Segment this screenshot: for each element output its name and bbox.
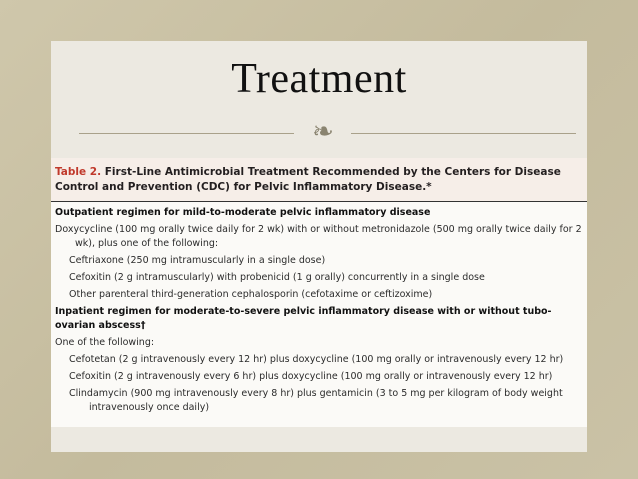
table-row: Other parenteral third-generation cephalosporin (cefotaxime or ceftizoxime)	[69, 289, 433, 300]
table-row: Cefoxitin (2 g intramuscularly) with probenicid (1 g orally) concurrently in a single dose	[69, 272, 485, 283]
table-row: Cefoxitin (2 g intravenously every 6 hr) plus doxycycline (100 mg orally or intravenously every 12 hr)	[69, 371, 553, 382]
table-caption-label: Table 2.	[55, 166, 102, 178]
table-section-heading: Outpatient regimen for mild-to-moderate pelvic inflammatory disease	[55, 207, 431, 218]
table-row: Clindamycin (900 mg intravenously every 8 hr) plus gentamicin (3 to 5 mg per kilogram of body weight intravenously once daily)	[69, 388, 563, 413]
slide-panel	[51, 41, 587, 452]
table-section-heading: Inpatient regimen for moderate-to-severe pelvic inflammatory disease with or without tubo-ovarian abscess†	[55, 306, 552, 331]
table-row: Ceftriaxone (250 mg intramuscularly in a single dose)	[69, 255, 326, 266]
slide-footer-band	[51, 427, 587, 452]
table-row: One of the following:	[55, 337, 155, 348]
table-row: Cefotetan (2 g intravenously every 12 hr) plus doxycycline (100 mg orally or intravenously every 12 hr)	[69, 354, 564, 365]
table-caption	[51, 158, 587, 202]
slide-title: Treatment	[231, 56, 407, 102]
table-body	[51, 202, 587, 431]
divider-left	[79, 133, 294, 134]
table-row: Doxycycline (100 mg orally twice daily for 2 wk) with or without metronidazole (500 mg orally twice daily for 2 wk), plus one of the following:	[55, 224, 582, 249]
table-caption-text: First-Line Antimicrobial Treatment Recommended by the Centers for Disease Control and Prevention (CDC) for Pelvic Inflammatory Disease.*	[55, 166, 561, 193]
divider-right	[351, 133, 576, 134]
fleuron-icon: ❧	[312, 117, 334, 147]
treatment-table	[51, 158, 587, 431]
